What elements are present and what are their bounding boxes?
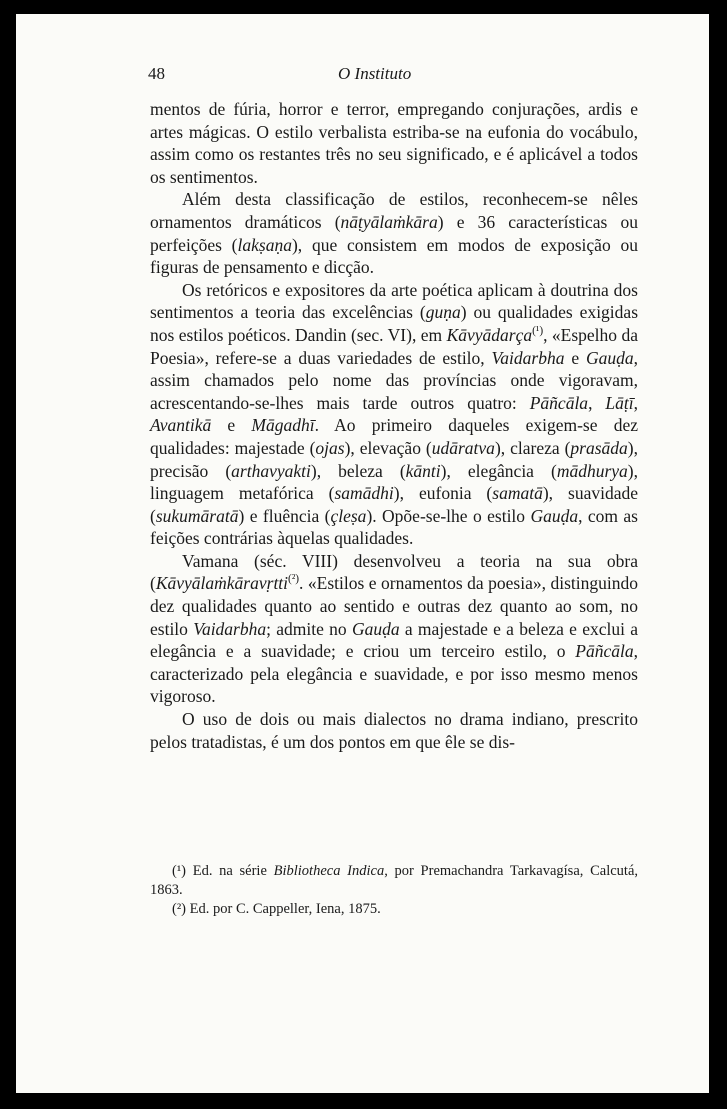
italic-term: Gauḍa: [351, 618, 400, 639]
text-run: ), eufonia (: [393, 483, 493, 504]
text-run: ), clareza (: [494, 437, 571, 458]
text-run: ), suavidade (: [150, 483, 638, 526]
paragraph: [150, 98, 638, 188]
paragraph: [150, 279, 638, 550]
paragraph: [150, 550, 638, 708]
text-run: ), elevação (: [344, 437, 432, 458]
text-run: Além desta classificação de estilos, reconhecem-se nêles ornamentos dramáticos (: [150, 189, 638, 232]
italic-term: arthavyakti: [231, 460, 311, 481]
text-run: , caracterizado pela elegância e suavidade, e por isso mesmo menos vigoroso.: [150, 641, 638, 707]
text-run: ), beleza (: [310, 460, 406, 481]
italic-term: mādhurya: [556, 460, 628, 481]
footnote: [150, 862, 638, 900]
italic-term: Gauḍa: [585, 347, 634, 368]
italic-term: Vaidarbha: [491, 347, 565, 368]
page-number: 48: [148, 64, 165, 83]
text-run: ; admite no: [266, 618, 352, 639]
italic-term: Pāñcāla: [575, 641, 634, 662]
text-run: Vamana (séc. VIII) desenvolveu a teoria na sua obra (: [150, 550, 638, 594]
footnote: [150, 900, 638, 919]
text-run: , com as feições contrárias àquelas qualidades.: [150, 505, 638, 549]
italic-term: nāṭyālaṁkāra: [340, 211, 438, 232]
book-page: [16, 14, 709, 1093]
text-run: a majestade e a beleza e exclui a elegância e a suavidade; e criou um terceiro estilo, o: [150, 618, 638, 662]
italic-term: Māgadhī: [251, 415, 315, 436]
page-header: [148, 64, 638, 88]
text-run: , por Premachandra Tarkavagísa, Calcutá, 1863.: [150, 863, 639, 898]
footnote-reference: (¹): [532, 325, 544, 338]
italic-term: samatā: [492, 483, 543, 504]
italic-term: Kāvyādarça: [446, 324, 533, 345]
italic-term: ojas: [315, 437, 345, 458]
footnotes: [150, 862, 638, 919]
italic-term: Gauḍa: [530, 505, 579, 526]
text-run: e: [211, 415, 252, 436]
italic-term: prasāda: [570, 437, 628, 458]
text-run: ), elegância (: [440, 460, 557, 481]
text-run: (¹) Ed. na série: [172, 863, 274, 879]
italic-term: Avantikā: [150, 415, 212, 436]
text-run: , assim chamados pelo nome das províncias onde vigoravam, acrescentando-se-lhes mais tarde outros quatro:: [150, 347, 638, 413]
italic-term: Vaidarbha: [193, 618, 267, 639]
text-run: ), que consistem em modos de exposição ou figuras de pensamento e dicção.: [150, 234, 638, 278]
paragraph: [150, 708, 638, 753]
text-run: mentos de fúria, horror e terror, empregando conjurações, ardis e artes mágicas. O estilo verbalista estriba-se na eufonia do vocábulo, assim como os restantes três no seu significado, e é aplicável a todos os sentimentos.: [150, 99, 638, 187]
text-run: , «Espelho da Poesia», refere-se a duas variedades de estilo,: [150, 324, 638, 368]
text-run: . «Estilos e ornamentos da poesia», distinguindo dez qualidades quanto ao sentido e outras dez quanto ao som, no estilo: [150, 573, 638, 639]
italic-term: Lāṭī: [605, 392, 634, 413]
paragraph: [150, 188, 638, 278]
text-run: ,: [633, 392, 639, 413]
running-title: O Instituto: [338, 64, 412, 83]
italic-term: lakṣaṇa: [237, 234, 292, 255]
italic-term: Pāñcāla: [529, 392, 589, 413]
text-run: O uso de dois ou mais dialectos no drama indiano, prescrito pelos tratadistas, é um dos pontos em que êle se dis-: [150, 709, 638, 752]
text-run: ) e 36 características ou perfeições (: [150, 211, 638, 255]
text-run: Os retóricos e expositores da arte poética aplicam à doutrina dos sentimentos a teoria das excelências (: [150, 279, 638, 323]
text-run: ), linguagem metafórica (: [150, 460, 638, 504]
italic-term: udāratva: [431, 437, 495, 458]
italic-term: Bibliotheca Indica: [273, 863, 385, 879]
italic-term: guṇa: [425, 302, 461, 323]
text-run: ) ou qualidades exigidas nos estilos poéticos. Dandin (sec. VI), em: [150, 302, 638, 345]
text-run: (²) Ed. por C. Cappeller, Iena, 1875.: [172, 901, 381, 917]
body-text: [150, 98, 638, 753]
text-run: ,: [588, 392, 606, 413]
text-run: ) e fluência (: [238, 505, 331, 526]
text-run: ). Opõe-se-lhe o estilo: [366, 505, 531, 526]
text-run: ), precisão (: [150, 437, 638, 481]
footnote-reference: (²): [288, 573, 300, 586]
text-run: e: [564, 347, 586, 368]
italic-term: Kāvyālaṁkāravṛtti: [155, 573, 289, 594]
italic-term: kānti: [405, 460, 441, 481]
italic-term: samādhi: [334, 483, 394, 504]
text-run: . Ao primeiro daqueles exigem-se dez qualidades: majestade (: [150, 415, 638, 458]
italic-term: çleṣa: [330, 505, 367, 526]
italic-term: sukumāratā: [155, 505, 239, 526]
